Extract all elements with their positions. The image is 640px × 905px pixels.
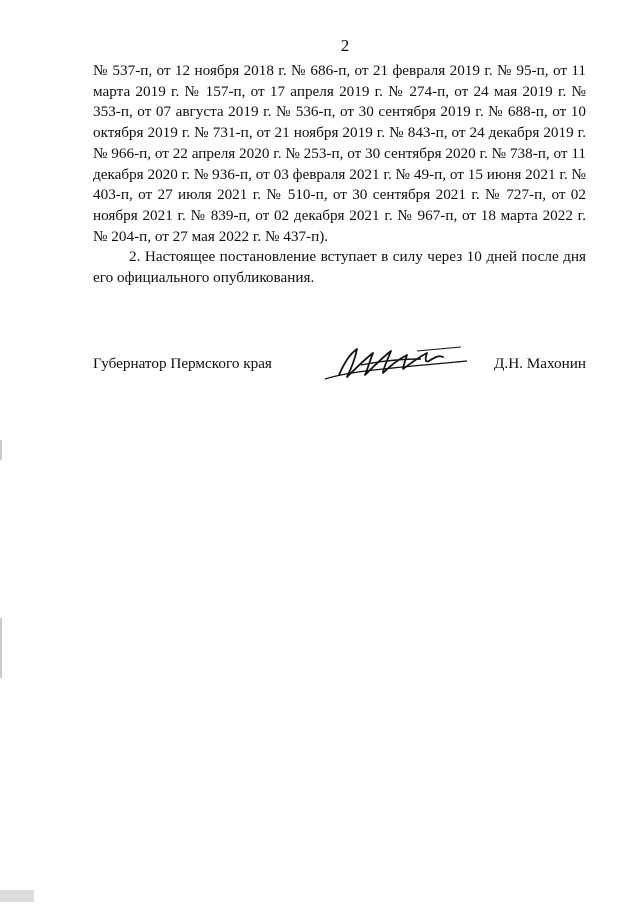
effective-date-paragraph: 2. Настоящее постановление вступает в силу через 10 дней после дня его официального опубликования.: [93, 248, 586, 287]
page-number: 2: [340, 36, 350, 55]
handwritten-signature-icon: [321, 341, 471, 385]
scan-edge-mark: [0, 618, 2, 678]
signatory-position: Губернатор Пермского края: [93, 355, 272, 372]
signature-block: [93, 355, 586, 395]
document-body: [93, 61, 586, 289]
scan-edge-mark: [0, 440, 2, 460]
decree-list-paragraph: № 537-п, от 12 ноября 2018 г. № 686-п, от 21 февраля 2019 г. № 95-п, от 11 марта 2019 г. № 157-п, от 17 апреля 2019 г. № 274-п, от 24 мая 2019 г. № 353-п, от 07 августа 2019 г. № 536-п, от 30 сентября 2019 г. № 688-п, от 10 октября 2019 г. № 731-п, от 21 ноября 2019 г. № 843-п, от 24 декабря 2019 г. № 966-п, от 22 апреля 2020 г. № 253-п, от 30 сентября 2020 г. № 738-п, от 11 декабря 2020 г. № 936-п, от 03 февраля 2021 г. № 49-п, от 15 июня 2021 г. № 403-п, от 27 июля 2021 г. № 510-п, от 30 сентября 2021 г. № 727-п, от 02 ноября 2021 г. № 839-п, от 02 декабря 2021 г. № 967-п, от 18 марта 2022 г. № 204-п, от 27 мая 2022 г. № 437-п).: [93, 62, 586, 245]
signatory-name: Д.Н. Махонин: [494, 355, 586, 372]
scan-edge-mark: [0, 890, 34, 902]
